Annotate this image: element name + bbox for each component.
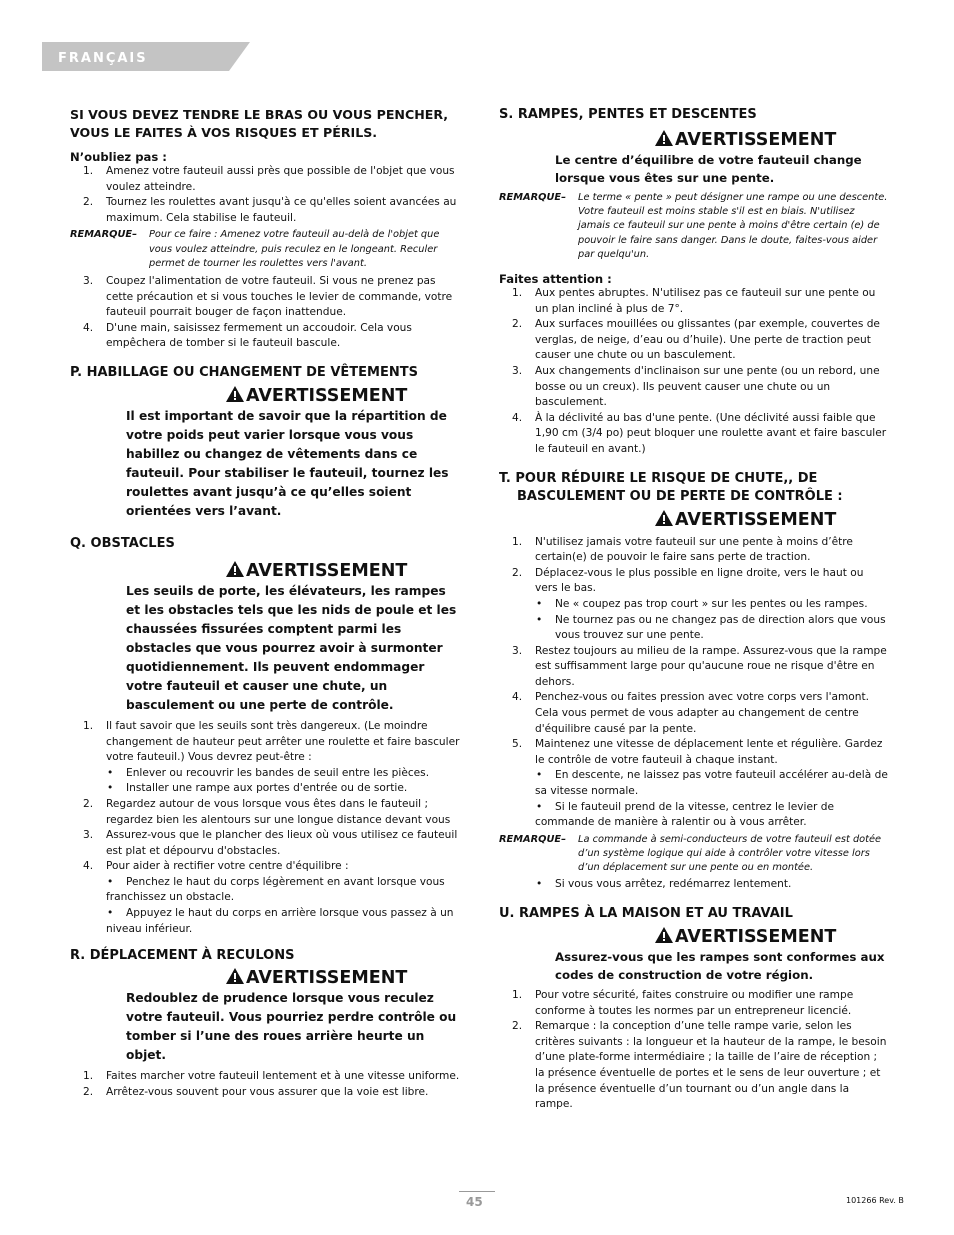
warning-title: AVERTISSEMENT bbox=[126, 560, 462, 582]
bullet-item: • Enlever ou recouvrir les bandes de seuil entre les pièces. bbox=[70, 766, 462, 782]
warning-box bbox=[126, 560, 462, 715]
warning-title: AVERTISSEMENT bbox=[555, 509, 889, 531]
list-item: 2. Remarque : la conception d’une telle rampe varie, selon les critères suivants : la longueur et la hauteur de la rampe, le besoin d’une plate-forme intermédiaire ; la taille de l’aire de réception ; la présence éventuelle de portes et le sens de leur ouverture ; et la présence éventuelle d’un tournant ou d’un angle dans la rampe. bbox=[512, 1020, 887, 1111]
list-item: 5. Maintenez une vitesse de déplacement lente et régulière. Gardez le contrôle de votre fauteuil à chaque instant. bbox=[512, 738, 883, 766]
warning-icon bbox=[655, 130, 673, 146]
section-u-heading: U. RAMPES À LA MAISON ET AU TRAVAIL bbox=[499, 906, 793, 922]
language-tab-label: FRANÇAIS bbox=[58, 51, 148, 66]
careful-label: Faites attention : bbox=[499, 272, 612, 287]
language-tab bbox=[42, 42, 250, 71]
bullet-item: • Si le fauteuil prend de la vitesse, centrez le levier de commande de manière à ralentir ou à vous arrêter. bbox=[499, 800, 889, 831]
list-item: 4. À la déclivité au bas d'une pente. (Une déclivité aussi faible que 1,90 cm (3/4 po) peut bloquer une roulette avant et faire basculer le fauteuil en avant.) bbox=[512, 411, 887, 455]
list-item: 2. Aux surfaces mouillées ou glissantes (par exemple, couvertes de verglas, de neige, d’eau ou d’huile). Une perte de traction peut causer une chute ou un basculement. bbox=[512, 318, 880, 362]
warning-box bbox=[126, 967, 462, 1065]
note bbox=[499, 833, 889, 876]
warning-title: AVERTISSEMENT bbox=[126, 967, 462, 989]
warning-box bbox=[126, 385, 462, 521]
section-t-heading: T. POUR RÉDUIRE LE RISQUE DE CHUTE,, DE BASCULEMENT OU DE PERTE DE CONTRÔLE : bbox=[499, 470, 843, 504]
list-item: 2. Regardez autour de vous lorsque vous êtes dans le fauteuil ; regardez bien les alentours sur une longue distance devant vous bbox=[83, 797, 451, 826]
list-item: 2. Tournez les roulettes avant jusqu'à ce qu'elles soient avancées au maximum. Cela stabilise le fauteuil. bbox=[83, 196, 457, 224]
intro-heading bbox=[70, 106, 462, 142]
list-item: 1. N'utilisez jamais votre fauteuil sur une pente à moins d’être certain(e) de pouvoir le faire sans perte de traction. bbox=[512, 535, 853, 564]
note bbox=[499, 191, 889, 262]
list-item: 1. Amenez votre fauteuil aussi près que possible de l'objet que vous voulez atteindre. bbox=[83, 165, 455, 193]
warning-box bbox=[555, 926, 889, 984]
warning-title: AVERTISSEMENT bbox=[555, 129, 889, 151]
note-text: La commande à semi-conducteurs de votre fauteuil est dotée d’un système logique qui aide à contrôler votre vitesse lors d’un déplacement sur une pente ou en montée. bbox=[578, 833, 882, 874]
list-item: 3. Aux changements d'inclinaison sur une pente (ou un rebord, une bosse ou un creux). Ils peuvent causer une chute ou un basculement. bbox=[512, 364, 880, 409]
section-r-heading: R. DÉPLACEMENT À RECULONS bbox=[70, 948, 295, 964]
warning-icon bbox=[655, 927, 673, 943]
bullet-item: • Si vous vous arrêtez, redémarrez lentement. bbox=[499, 877, 889, 893]
obstacles-list-cont bbox=[70, 797, 462, 875]
list-item: 2. Déplacez-vous le plus possible en ligne droite, vers le haut ou vers le bas. bbox=[512, 566, 864, 595]
home-ramps-list bbox=[499, 988, 889, 1113]
bullet-item: • Ne tournez pas ou ne changez pas de direction alors que vous vous trouvez sur une pente. bbox=[499, 613, 889, 644]
section-p-heading: P. HABILLAGE OU CHANGEMENT DE VÊTEMENTS bbox=[70, 364, 418, 380]
right-column bbox=[499, 106, 889, 1113]
bullet-item: • Appuyez le haut du corps en arrière lorsque vous passez à un niveau inférieur. bbox=[70, 906, 462, 937]
warning-title: AVERTISSEMENT bbox=[126, 385, 462, 407]
intro-list bbox=[70, 164, 462, 226]
list-item: 4. Penchez-vous ou faites pression avec votre corps vers l'amont. Cela vous permet de vous adapter au changement de centre d'équilibre causé par la pente. bbox=[512, 691, 870, 735]
intro-list-2 bbox=[70, 274, 462, 352]
intro-heading-line-2: VOUS LE FAITES À VOS RISQUES ET PÉRILS. bbox=[70, 125, 378, 140]
warning-icon bbox=[226, 386, 244, 402]
list-item: 3. Coupez l'alimentation de votre fauteuil. Si vous ne prenez pas cette précaution et si vous touches le levier de commande, votre fauteuil pourrait bouger de façon inattendue. bbox=[83, 274, 453, 319]
list-item: 1. Faites marcher votre fauteuil lentement et à une vitesse uniforme. bbox=[83, 1070, 460, 1083]
warning-text: Les seuils de porte, les élévateurs, les rampes et les obstacles tels que les nids de poule et les chaussées fissurées comptent parmi les obstacles que vous pourrez avoir à surmonter quotidiennement. Ils peuvent endommager votre fauteuil et causer une chute, un basculement ou une perte de contrôle. bbox=[126, 583, 457, 712]
warning-text: Le centre d’équilibre de votre fauteuil change lorsque vous êtes sur une pente. bbox=[555, 153, 862, 185]
bullet-item: • En descente, ne laissez pas votre fauteuil accélérer au-delà de sa vitesse normale. bbox=[499, 768, 889, 799]
list-item: 2. Arrêtez-vous souvent pour vous assurer que la voie est libre. bbox=[83, 1085, 429, 1098]
section-q-heading: Q. OBSTACLES bbox=[70, 535, 175, 551]
document-revision: 101266 Rev. B bbox=[846, 1196, 904, 1205]
list-item: 1. Il faut savoir que les seuils sont très dangereux. (Le moindre changement de hauteur peut arrêter une roulette et faire basculer votre fauteuil.) Vous devrez peut-être : bbox=[83, 719, 460, 764]
obstacles-list bbox=[70, 719, 462, 766]
note-text: Pour ce faire : Amenez votre fauteuil au-delà de l'objet que vous voulez atteindre, puis reculez en le longeant. Reculer permet de tourner les roulettes vers l'avant. bbox=[149, 229, 440, 269]
note bbox=[70, 228, 462, 271]
list-item: 4. D'une main, saisissez fermement un accoudoir. Cela vous empêchera de tomber si le fauteuil bascule. bbox=[83, 321, 412, 350]
intro-heading-line-1: SI VOUS DEVEZ TENDRE LE BRAS OU VOUS PENCHER, bbox=[70, 107, 449, 122]
bullet-item: • Ne « coupez pas trop court » sur les pentes ou les rampes. bbox=[499, 597, 889, 613]
warning-text: Assurez-vous que les rampes sont conformes aux codes de construction de votre région. bbox=[555, 950, 885, 983]
warning-icon bbox=[226, 968, 244, 984]
risk-list bbox=[499, 535, 889, 597]
warning-box bbox=[555, 129, 889, 187]
warning-title: AVERTISSEMENT bbox=[555, 926, 889, 948]
list-item: 1. Aux pentes abruptes. N'utilisez pas ce fauteuil sur une pente ou un plan incliné à plus de 7°. bbox=[512, 287, 876, 315]
bullet-item: • Installer une rampe aux portes d'entrée ou de sortie. bbox=[70, 781, 462, 797]
list-item: 4. Pour aider à rectifier votre centre d'équilibre : bbox=[83, 860, 349, 873]
note-label: REMARQUE– bbox=[499, 192, 566, 203]
page-number: 45 bbox=[466, 1195, 483, 1209]
section-s-heading: S. RAMPES, PENTES ET DESCENTES bbox=[499, 107, 757, 122]
list-item: 1. Pour votre sécurité, faites construire ou modifier une rampe conforme à toutes les normes par un entrepreneur licencié. bbox=[512, 989, 854, 1017]
warning-icon bbox=[655, 510, 673, 526]
slopes-list bbox=[499, 286, 889, 458]
risk-list-cont bbox=[499, 644, 889, 769]
list-item: 3. Restez toujours au milieu de la rampe. Assurez-vous que la rampe est suffisamment large pour qu'aucune roue ne risque d'être en dehors. bbox=[512, 644, 887, 688]
reverse-list bbox=[70, 1069, 462, 1100]
note-label: REMARQUE– bbox=[499, 833, 566, 845]
warning-text: Il est important de savoir que la répartition de votre poids peut varier lorsque vous vous habillez ou changez de vêtements dans ce fauteuil. Pour stabiliser le fauteuil, tournez les roulettes avant jusqu’à ce qu’elles soient orientées vers l’avant. bbox=[126, 408, 449, 518]
warning-text: Redoublez de prudence lorsque vous reculez votre fauteuil. Vous pourriez perdre contrôle ou tomber si l’une des roues arrière heurte un objet. bbox=[126, 991, 457, 1063]
note-label: REMARQUE– bbox=[70, 229, 137, 241]
left-column bbox=[70, 106, 462, 1100]
warning-box bbox=[555, 509, 889, 531]
list-item: 3. Assurez-vous que le plancher des lieux où vous utilisez ce fauteuil est plat et dépourvu d'obstacles. bbox=[83, 829, 458, 857]
warning-icon bbox=[226, 561, 244, 577]
note-text: Le terme « pente » peut désigner une rampe ou une descente. Votre fauteuil est moins stable s'il est en biais. N'utilisez jamais ce fauteuil sur une pente à moins d'être certain (e) de pouvoir le faire sans danger. Dans le doute, faites-vous aider par quelqu'un. bbox=[578, 192, 888, 260]
remember-label: N’oubliez pas : bbox=[70, 150, 167, 164]
bullet-item: • Penchez le haut du corps légèrement en avant lorsque vous franchissez un obstacle. bbox=[70, 875, 462, 906]
footer-rule bbox=[459, 1191, 495, 1192]
